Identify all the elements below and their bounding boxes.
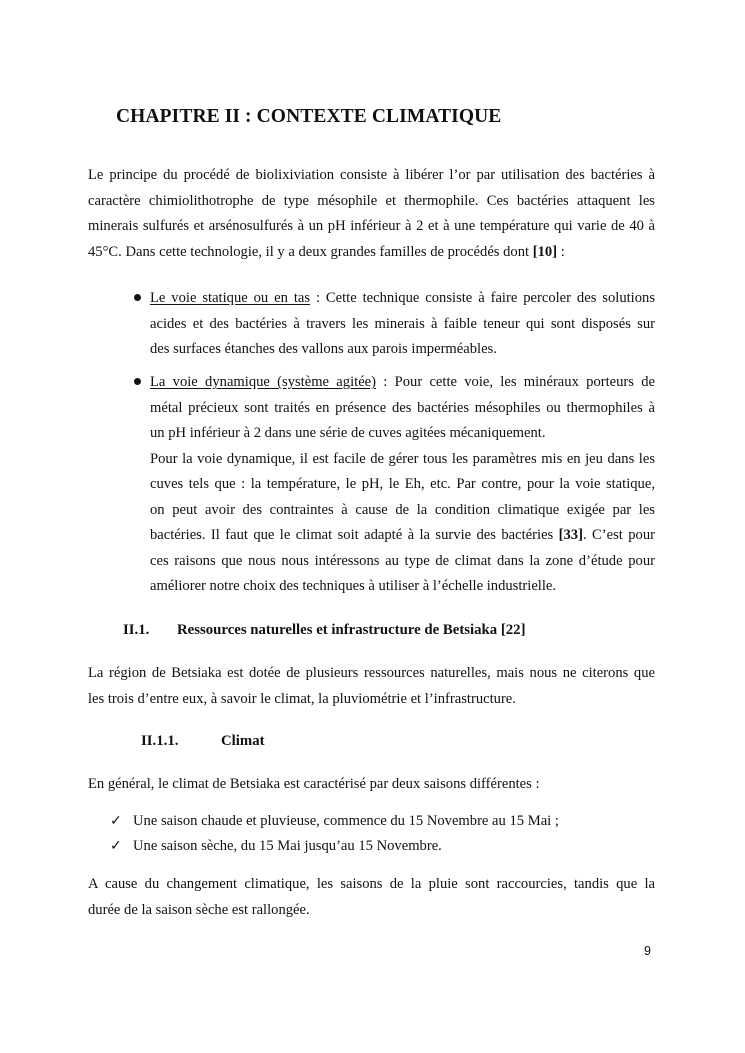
bullet2-line-9: améliorer notre choix des techniques à utiliser à l’échelle industrielle. <box>150 578 557 594</box>
bullet-icon <box>134 294 141 301</box>
citation-ref: [33] <box>558 527 583 543</box>
bullet2-line-4: Pour la voie dynamique, il est facile de gérer tous les paramètres mis en jeu dans les <box>150 450 655 467</box>
bullet2-label: La voie dynamique (système agitée) <box>150 374 377 390</box>
climate-intro: En général, le climat de Betsiaka est caractérisé par deux saisons différentes : <box>88 776 540 792</box>
conclusion-line-2: durée de la saison sèche est rallongée. <box>88 901 310 918</box>
season-item: Une saison chaude et pluvieuse, commence du 15 Novembre au 15 Mai ; <box>133 813 559 829</box>
conclusion-paragraph <box>88 872 655 923</box>
bullet1-line-3: des surfaces étanches des vallons aux parois imperméables. <box>150 341 497 357</box>
intro-line-3: minerais sulfurés et arsénosulfurés à un pH inférieur à 2 et à une température qui varie de 40 à <box>88 218 655 234</box>
bullet1-line-1: Le voie statique ou en tas : Cette technique consiste à faire percoler des solutions <box>150 290 656 306</box>
bullet2-line-3: un pH inférieur à 2 dans une série de cuves agitées mécaniquement. <box>150 425 546 441</box>
bullet2-line-5: cuves tels que : la température, le pH, le Eh, etc. Par contre, pour la voie statique, <box>150 476 655 492</box>
intro-paragraph <box>88 163 655 265</box>
bullet2-line-6: on peut avoir des contraintes à cause de la condition climatique exigée par les <box>150 501 655 518</box>
bullet1-label: Le voie statique ou en tas <box>150 290 311 306</box>
intro-line-1: Le principe du procédé de biolixiviation consiste à libérer l’or par utilisation des bactéries à <box>88 167 655 183</box>
resources-line-2: les trois d’entre eux, à savoir le climat, la pluviométrie et l’infrastructure. <box>88 690 516 707</box>
bullet-static-method <box>150 286 655 363</box>
bullet2-line-1: La voie dynamique (système agitée) : Pour cette voie, les minéraux porteurs de <box>150 374 656 390</box>
season-item: Une saison sèche, du 15 Mai jusqu’au 15 Novembre. <box>133 838 442 854</box>
bullet2-line-8: ces raisons que nous nous intéressons au type de climat dans la zone d’étude pour <box>150 552 655 569</box>
bullet2-line-7: bactéries. Il faut que le climat soit adapté à la survie des bactéries [33]. C’est pour <box>150 527 655 543</box>
bullet2-line-2: métal précieux sont traités en présence des bactéries mésophiles ou thermophiles à <box>150 399 655 416</box>
checkmark-icon: ✓ <box>110 839 122 854</box>
resources-line-1: La région de Betsiaka est dotée de plusieurs ressources naturelles, mais nous ne citerons que <box>88 665 655 681</box>
conclusion-line-1: A cause du changement climatique, les saisons de la pluie sont raccourcies, tandis que la <box>88 876 655 892</box>
bullet-icon <box>134 378 141 385</box>
section-number: II.1. <box>123 622 150 638</box>
section-title: Ressources naturelles et infrastructure de Betsiaka [22] <box>177 622 526 638</box>
chapter-title: CHAPITRE II : CONTEXTE CLIMATIQUE <box>116 106 502 127</box>
bullet1-line-2: acides et des bactéries à travers les minerais à faible teneur qui sont disposés sur <box>150 315 655 332</box>
subsection-title: Climat <box>221 733 265 749</box>
bullet-dynamic-method <box>150 370 655 600</box>
citation-ref: [10] <box>532 243 558 260</box>
intro-line-2: caractère chimiolithotrophe de type mésophile et thermophile. Ces bactéries attaquent les <box>88 192 655 209</box>
checkmark-icon: ✓ <box>110 814 122 829</box>
intro-line-4: 45°C. Dans cette technologie, il y a deux grandes familles de procédés dont [10] : <box>88 243 565 260</box>
resources-paragraph <box>88 661 655 712</box>
page-number: 9 <box>644 944 651 958</box>
subsection-number: II.1.1. <box>141 733 179 749</box>
